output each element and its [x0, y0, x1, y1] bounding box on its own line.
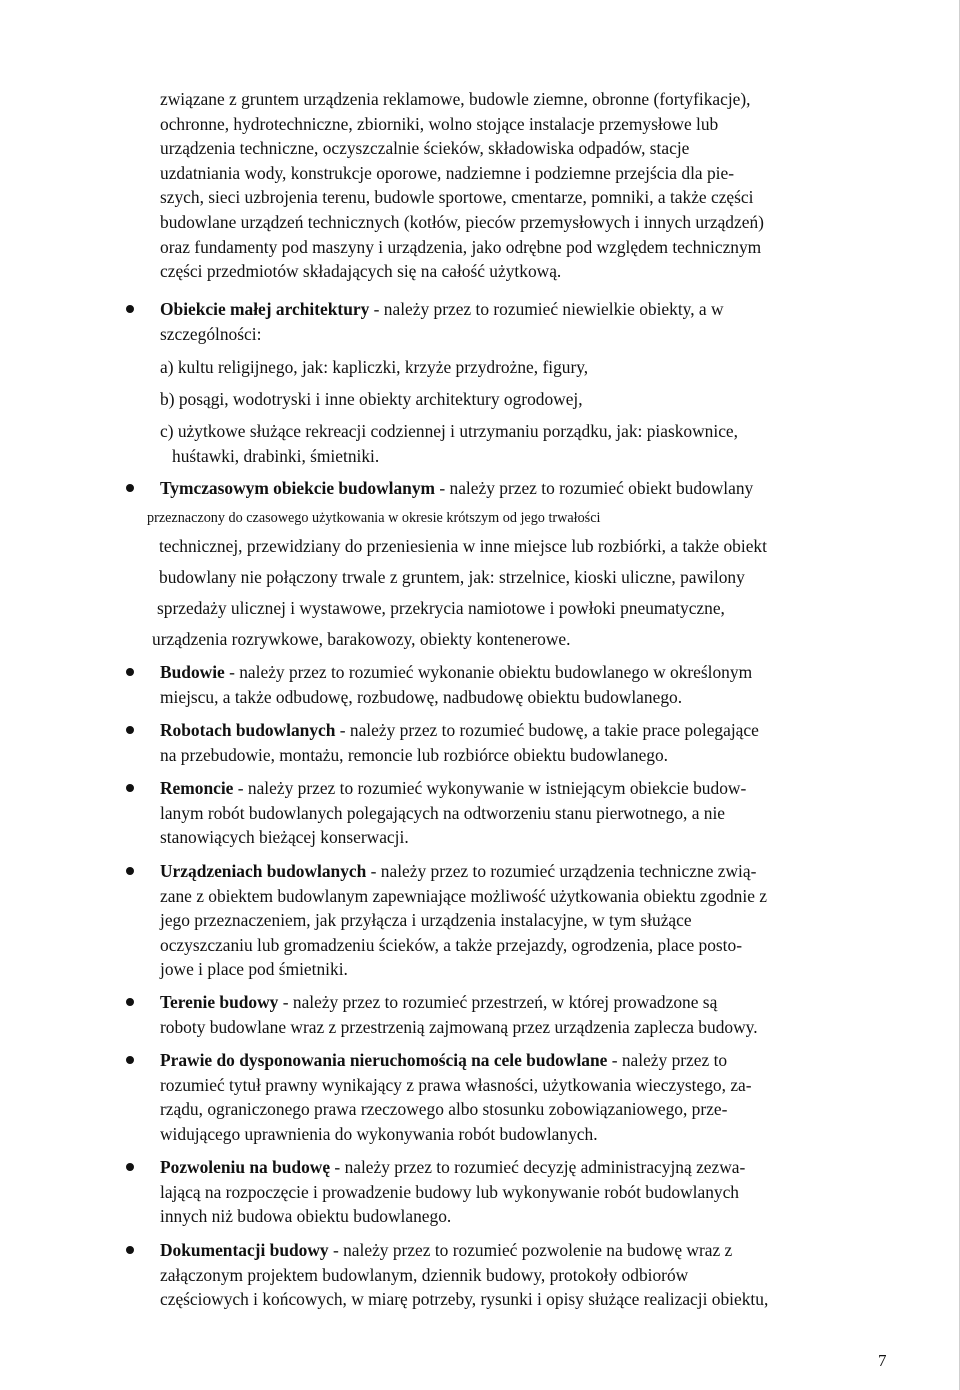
definition-dokumentacji-budowy — [160, 1238, 890, 1312]
definition-terenie-budowy — [160, 990, 890, 1039]
definition-text: jowe i place pod śmietniki. — [160, 959, 348, 980]
bullet-icon — [126, 998, 134, 1006]
definition-pozwoleniu-na-budowe — [160, 1155, 890, 1229]
definition-text: - należy przez to rozumieć obiekt budowlany — [435, 478, 754, 498]
definition-text: widującego uprawnienia do wykonywania robót budowlanych. — [160, 1123, 598, 1144]
definition-text: roboty budowlane wraz z przestrzenią zajmowaną przez urządzenia zaplecza budowy. — [160, 1016, 758, 1037]
sub-item-text: a) kultu religijnego, jak: kapliczki, krzyże przydrożne, figury, — [160, 357, 589, 377]
text-line: ochronne, hydrotechniczne, zbiorniki, wolno stojące instalacje przemysłowe lub — [160, 113, 719, 134]
text-line: budowlane urządzeń technicznych (kotłów, pieców przemysłowych i innych urządzeń) — [160, 211, 764, 232]
definition-text: - należy przez to rozumieć przestrzeń, w której prowadzone są — [278, 992, 718, 1012]
definition-term: Remoncie — [160, 778, 234, 798]
sub-item-text: c) użytkowe służące rekreacji codziennej i utrzymaniu porządku, jak: piaskownice, — [160, 421, 738, 441]
definition-text: na przebudowie, montażu, remoncie lub rozbiórce obiektu budowlanego. — [160, 744, 669, 765]
definition-text: technicznej, przewidziany do przeniesienia w inne miejsce lub rozbiórki, a także obiekt — [159, 536, 767, 556]
bullet-icon — [126, 1163, 134, 1171]
definition-text: rządu, ograniczonego prawa rzeczowego albo stosunku zobowiązaniowego, prze- — [160, 1099, 728, 1120]
definition-text: innych niż budowa obiektu budowlanego. — [160, 1206, 452, 1227]
definition-text: miejscu, a także odbudowę, rozbudowę, nadbudowę obiektu budowlanego. — [160, 686, 683, 707]
definition-robotach-budowlanych — [160, 718, 890, 767]
definition-text: szczególności: — [160, 323, 262, 344]
text-line: urządzenia techniczne, oczyszczalnie ścieków, składowiska odpadów, stacje — [160, 138, 690, 159]
sub-item-text: b) posągi, wodotryski i inne obiekty architektury ogrodowej, — [160, 389, 583, 409]
definition-text: - należy przez to rozumieć pozwolenie na budowę wraz z — [328, 1240, 733, 1260]
definition-text: - należy przez to rozumieć wykonanie obiektu budowlanego w określonym — [224, 662, 753, 682]
definition-term: Prawie do dysponowania nieruchomością na cele budowlane — [160, 1050, 608, 1070]
intro-paragraph — [160, 87, 890, 284]
definition-text: stanowiących bieżącej konserwacji. — [160, 827, 409, 848]
definition-term: Urządzeniach budowlanych — [160, 861, 367, 881]
definition-text: - należy przez to rozumieć niewielkie obiekty, a w — [369, 299, 724, 319]
bullet-icon — [126, 867, 134, 875]
definition-term: Robotach budowlanych — [160, 720, 336, 740]
definition-text: lanym robót budowlanych polegających na odtworzeniu stanu pierwotnego, a nie — [160, 802, 726, 823]
text-line: części przedmiotów składających się na całość użytkową. — [160, 261, 562, 282]
bullet-icon — [126, 784, 134, 792]
definition-urzadzeniach-budowlanych — [160, 859, 890, 982]
definition-tymczasowy-obiekt — [160, 476, 890, 501]
sub-item-b — [160, 387, 890, 412]
text-line: uzdatniania wody, konstrukcje oporowe, nadziemne i podziemne przejścia dla pie- — [160, 162, 735, 183]
text-line: oraz fundamenty pod maszyny i urządzenia, jako odrębne pod względem technicznym — [160, 236, 762, 257]
sub-item-text: huśtawki, drabinki, śmietniki. — [172, 445, 380, 466]
text-line: związane z gruntem urządzenia reklamowe, budowle ziemne, obronne (fortyfikacje), — [160, 89, 751, 109]
bullet-icon — [126, 484, 134, 492]
bullet-icon — [126, 668, 134, 676]
definition-text: - należy przez to — [607, 1050, 728, 1070]
definition-obiekt-malej-architektury — [160, 297, 890, 346]
definition-text: sprzedaży ulicznej i wystawowe, przekrycia namiotowe i powłoki pneumatyczne, — [157, 598, 725, 618]
small-text-line: przeznaczony do czasowego użytkowania w okresie krótszym od jego trwałości — [147, 510, 601, 526]
definition-text: lającą na rozpoczęcie i prowadzenie budowy lub wykonywanie robót budowlanych — [160, 1181, 739, 1202]
definition-term: Terenie budowy — [160, 992, 279, 1012]
bullet-icon — [126, 1246, 134, 1254]
definition-term: Dokumentacji budowy — [160, 1240, 329, 1260]
definition-term: Tymczasowym obiekcie budowlanym — [160, 478, 436, 498]
definition-remoncie — [160, 776, 890, 850]
definition-text: zane z obiektem budowlanym zapewniające możliwość użytkowania obiektu zgodnie z — [160, 885, 767, 906]
definition-text: urządzenia rozrywkowe, barakowozy, obiekty kontenerowe. — [152, 629, 571, 649]
bullet-icon — [126, 305, 134, 313]
definition-term: Budowie — [160, 662, 225, 682]
definition-budowie — [160, 660, 890, 709]
sub-item-c — [160, 419, 890, 468]
definition-text: częściowych i końcowych, w miarę potrzeby, rysunki i opisy służące realizacji obiektu, — [160, 1289, 769, 1310]
definition-text: - należy przez to rozumieć decyzję administracyjną zezwa- — [330, 1157, 746, 1177]
definition-prawie-do-dysponowania — [160, 1048, 890, 1146]
definition-text: - należy przez to rozumieć budowę, a takie prace polegające — [335, 720, 759, 740]
definition-text: budowlany nie połączony trwale z gruntem, jak: strzelnice, kioski uliczne, pawilony — [159, 567, 745, 587]
page-number: 7 — [878, 1351, 887, 1370]
definition-term: Pozwoleniu na budowę — [160, 1157, 331, 1177]
bullet-icon — [126, 726, 134, 734]
definition-text: - należy przez to rozumieć urządzenia techniczne zwią- — [366, 861, 757, 881]
definition-text: załączonym projektem budowlanym, dziennik budowy, protokoły odbiorów — [160, 1264, 689, 1285]
definition-text: - należy przez to rozumieć wykonywanie w istniejącym obiekcie budow- — [233, 778, 747, 798]
definition-term: Obiekcie małej architektury — [160, 299, 370, 319]
sub-item-a — [160, 355, 890, 380]
bullet-icon — [126, 1056, 134, 1064]
definition-text: rozumieć tytuł prawny wynikający z prawa własności, użytkowania wieczystego, za- — [160, 1074, 752, 1095]
text-line: szych, sieci uzbrojenia terenu, budowle sportowe, cmentarze, pomniki, a także części — [160, 187, 754, 208]
definition-text: oczyszczaniu lub gromadzeniu ścieków, a także przejazdy, ogrodzenia, place posto- — [160, 934, 742, 955]
definition-text: jego przeznaczeniem, jak przyłącza i urządzenia instalacyjne, w tym służące — [160, 910, 692, 931]
